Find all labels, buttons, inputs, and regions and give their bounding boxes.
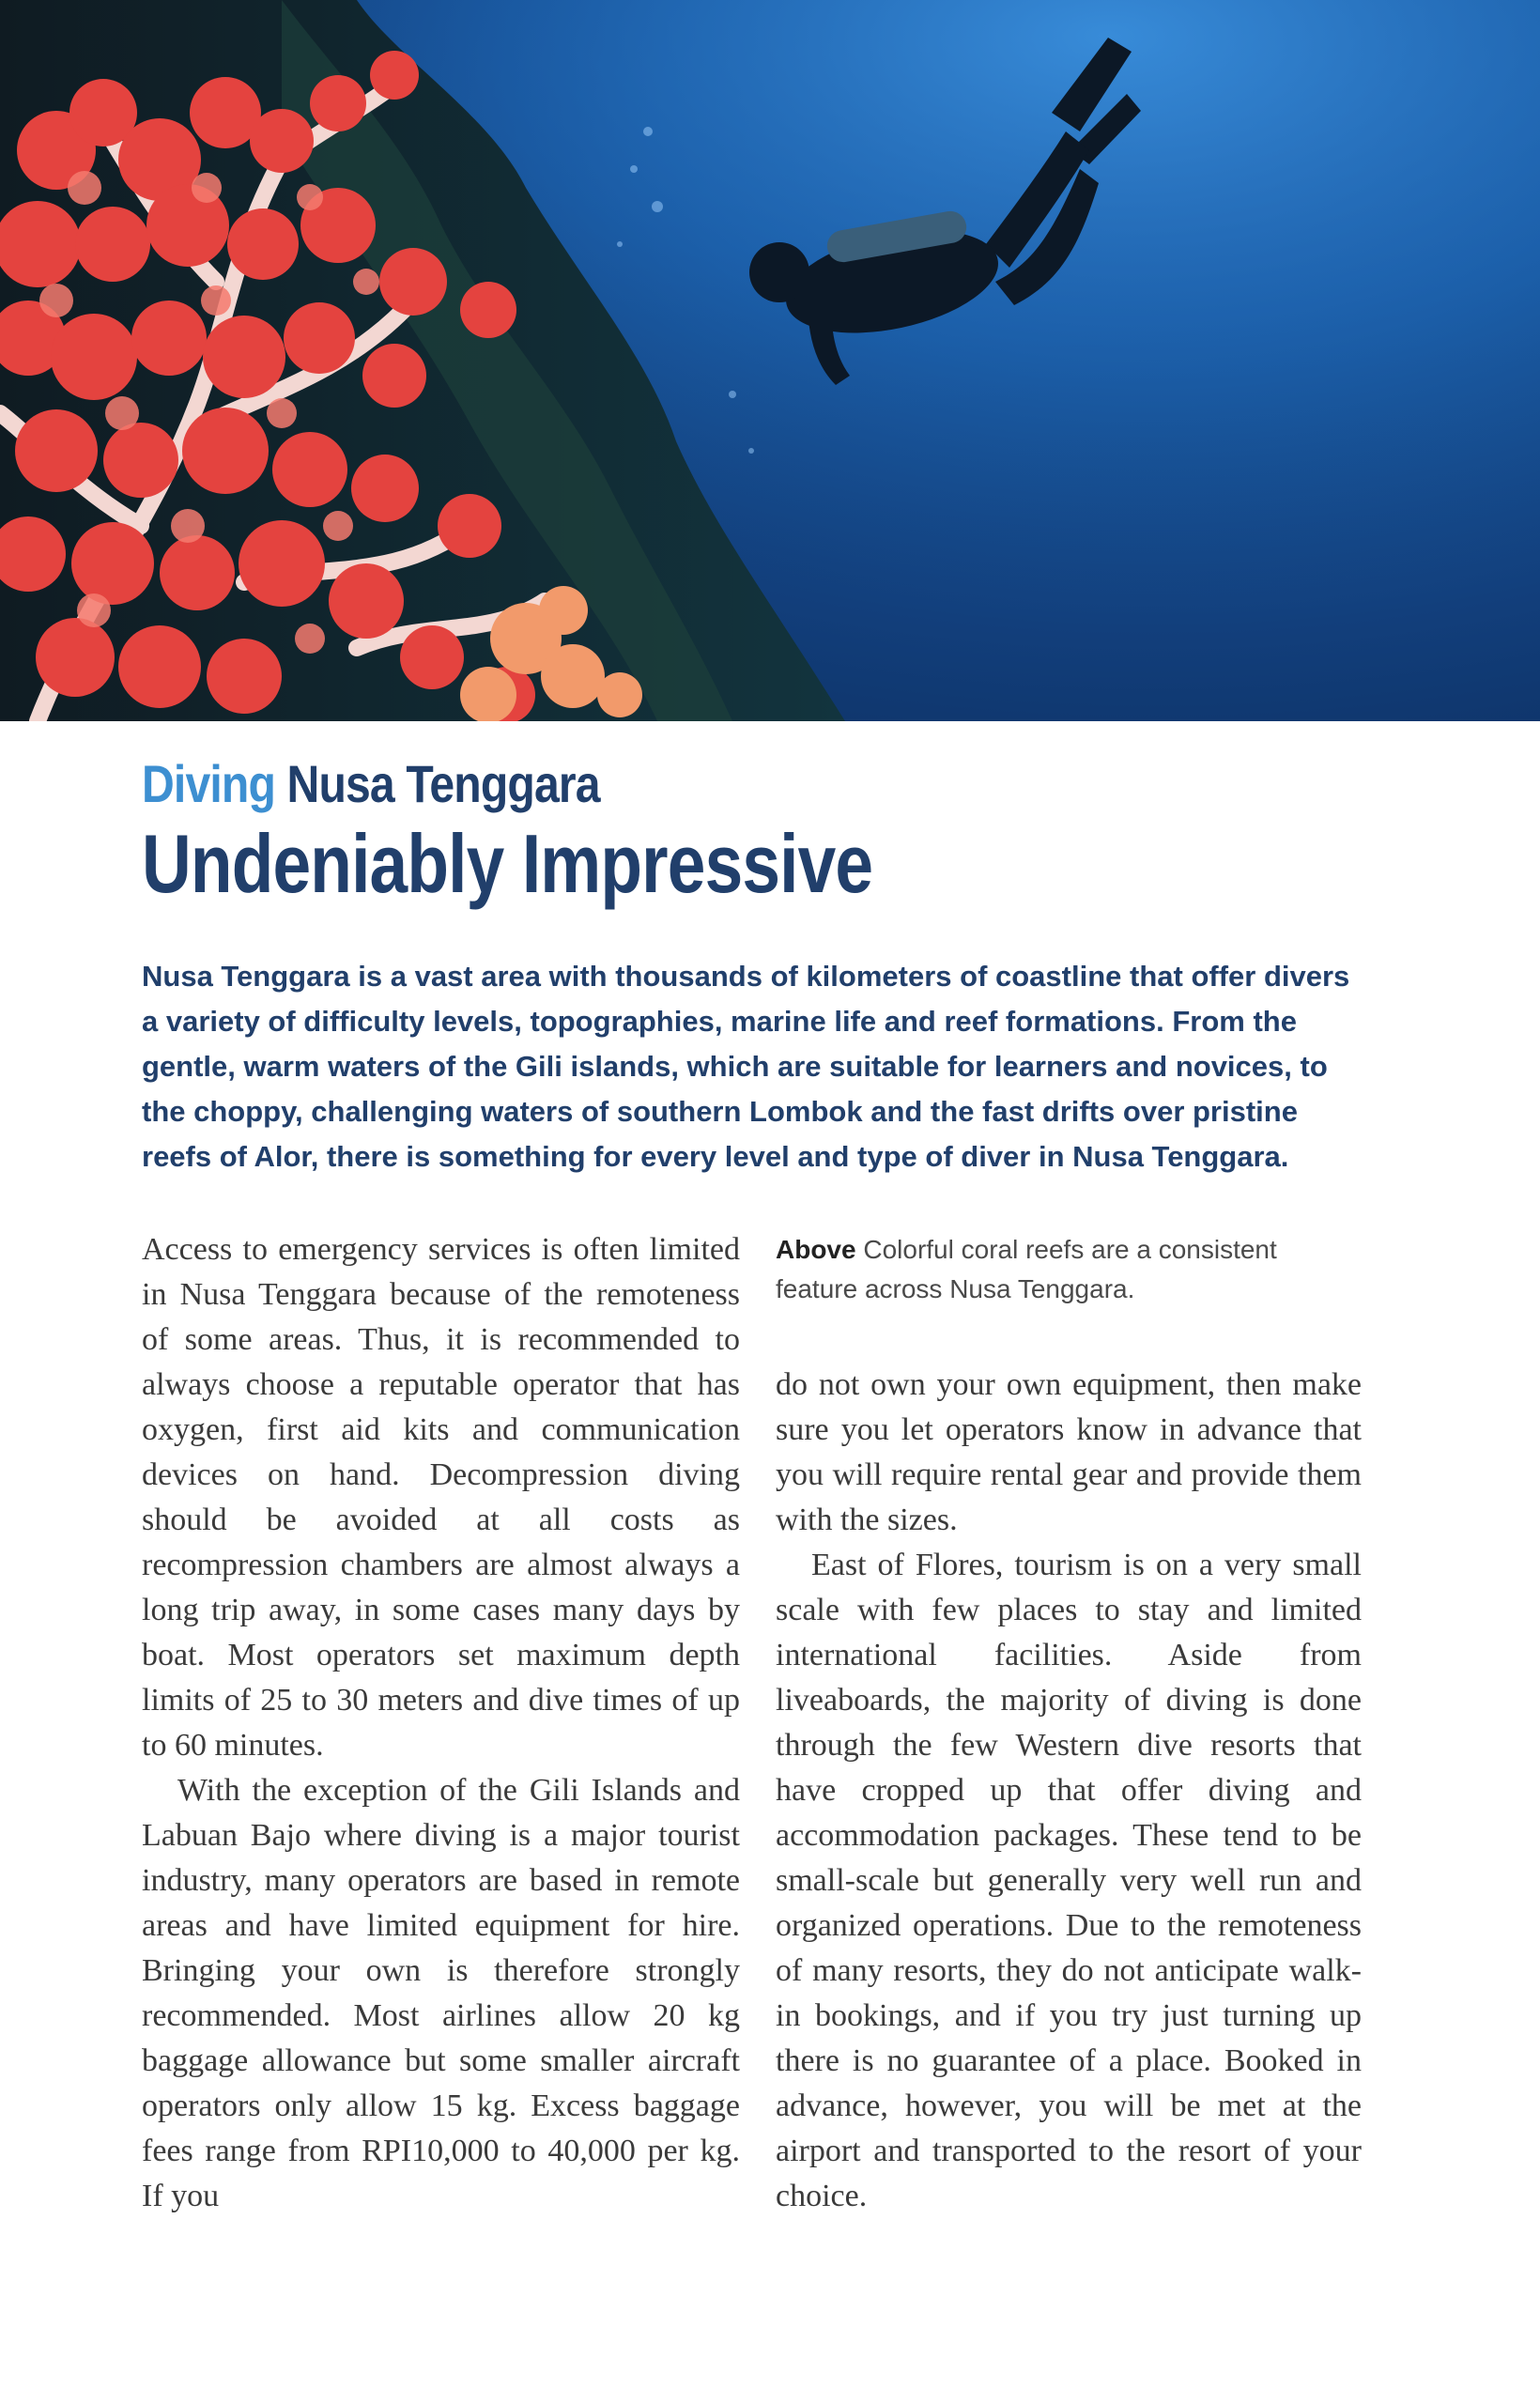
body-paragraph: do not own your own equipment, then make sure you let operators know in advance that you will require rental gear and provide them with the sizes. [776,1367,1362,1537]
hero-photo [0,0,1540,721]
body-column-left [142,1227,740,2219]
caption-text: Colorful coral reefs are a consistent feature across Nusa Tenggara. [776,1235,1277,1303]
kicker-region: Nusa Tenggara [286,754,600,813]
page-title: Undeniably Impressive [142,817,873,910]
body-column-right [776,1363,1362,2219]
caption-lead: Above [776,1235,856,1264]
body-paragraph: East of Flores, tourism is on a very small scale with few places to stay and limited international facilities. Aside from liveaboards, the majority of diving is done through the few Western dive resorts that have cropped up that offer diving and accommodation packages. These tend to be small-scale but generally very well run and organized operations. Due to the remoteness of many resorts, they do not anticipate walk-in bookings, and if you try just turning up there is no guarantee of a place. Booked in advance, however, you will be met at the airport and transported to the resort of your choice. [776,1548,1362,2213]
kicker-diving: Diving [142,754,276,813]
section-kicker [142,751,600,817]
body-paragraph: With the exception of the Gili Islands and Labuan Bajo where diving is a major tourist industry, many operators are based in remote areas and have limited equipment for hire. Bringing your own is therefore strongly recommended. Most airlines allow 20 kg baggage allowance but some smaller aircraft operators only allow 15 kg. Excess baggage fees range from RPI10,000 to 40,000 per kg. If you [142,1773,740,2213]
intro-paragraph: Nusa Tenggara is a vast area with thousands of kilometers of coastline that offer divers a variety of difficulty levels, topographies, marine life and reef formations. From the gentle, warm waters of the Gili islands, which are suitable for learners and novices, to the choppy, challenging waters of southern Lombok and the fast drifts over pristine reefs of Alor, there is something for every level and type of diver in Nusa Tenggara. [142,960,1350,1173]
body-paragraph: Access to emergency services is often limited in Nusa Tenggara because of the remoteness of some areas. Thus, it is recommended to always choose a reputable operator that has oxygen, first aid kits and communication devices on hand. Decompression diving should be avoided at all costs as recompression chambers are almost always a long trip away, in some cases many days by boat. Most operators set maximum depth limits of 25 to 30 meters and dive times of up to 60 minutes. [142,1232,740,1763]
photo-caption [776,1230,1362,1309]
diver-coral-reef-photo-icon [0,0,1540,721]
